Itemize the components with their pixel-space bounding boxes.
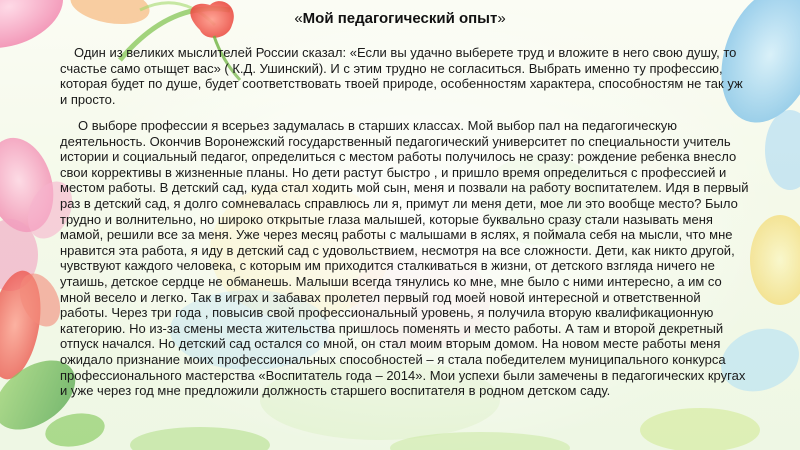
title-close-quote: » [497, 10, 506, 27]
paragraph-intro: Один из великих мыслителей России сказал: «Если вы удачно выберете труд и вложите в него свою душу, то счастье само отыщет вас» ( К.Д. Ушинский). И с этим трудно не согласиться. Выбрать именно ту профессию, которая будет по душе, будет соответствовать твоей природе, особенностям характера, способностям не так уж и просто. [60, 45, 743, 107]
title-open-quote: « [294, 10, 303, 27]
title-text: Мой педагогический опыт [302, 10, 498, 27]
paragraph-career: О выборе профессии я всерьез задумалась в старших классах. Мой выбор пал на педагогическую деятельность. Окончив Воронежский государственный педагогический университет по специальности учитель истории и социальный педагог, определиться с местом работы получилось не сразу: рождение ребенка внесло свои коррективы в жизненные планы. Но дети растут быстро , и пришло время определиться с профессией и местом работы. В детский сад, куда стал ходить мой сын, меня и позвали на работу воспитателем. Идя в первый раз в детский сад, я долго сомневалась справлюсь ли я, примут ли меня дети, мое ли это вообще место? Было трудно и волнительно, но широко открытые глаза малышей, которые буквально сразу стали называть меня мамой, решили все за меня. Уже через месяц работы с малышами в яслях, я поймала себя на мысли, что мне нравится эта работа, я иду в детский сад с удовольствием, несмотря на все сложности. Дети, как никто другой, чувствуют каждого человека, с которым им приходится сталкиваться в жизни, от детского взгляда ничего не утаишь, детское сердце не обманешь. Малыши всегда тянулись ко мне, мне было с ними интересно, а им со мной весело и легко. Так в играх и забавах пролетел первый год моей новой интересной и ответственной работы. Через три года , повысив свой профессиональный уровень, я получила вторую квалификационную категорию. Но из-за смены места жительства пришлось поменять и место работы. А там и второй декретный отпуск начался. Но детский сад остался со мной, он стал моим вторым домом. На новом месте работы меня ожидало признание моих профессиональных способностей – я стала победителем муниципального конкурса профессионального мастерства «Воспитатель года – 2014». Мои успехи были замечены в педагогических кругах и уже через год мне предложили должность старшего воспитателя в родном детском саду. [60, 118, 749, 399]
slide-title [0, 10, 800, 27]
